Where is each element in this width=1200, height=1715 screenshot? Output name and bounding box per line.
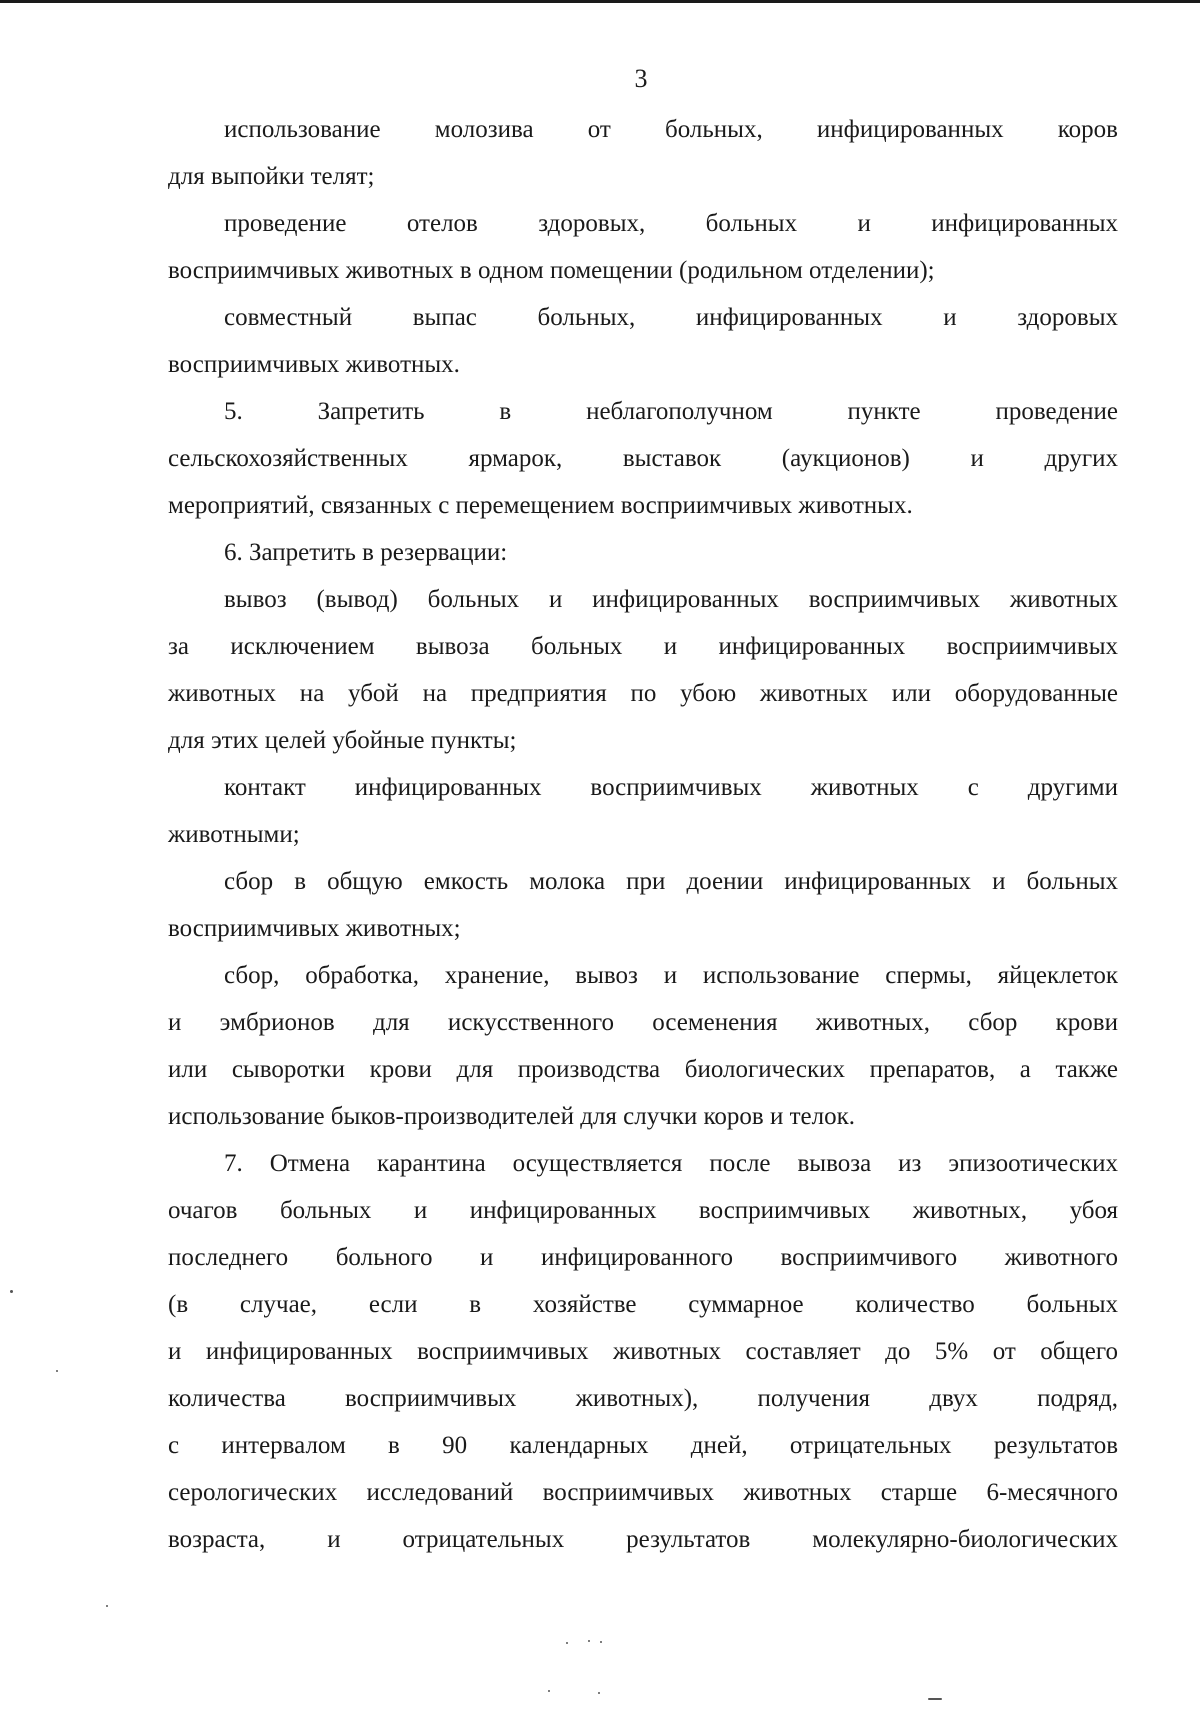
text-line: очагов больных и инфицированных восприимчивых животных, убоя <box>168 1197 1118 1224</box>
text-line: использование быков-производителей для случки коров и телок. <box>168 1103 856 1130</box>
paragraph <box>168 1140 1118 1563</box>
text-line: животными; <box>168 821 300 848</box>
text-line: и инфицированных восприимчивых животных составляет до 5% от общего <box>168 1338 1118 1365</box>
text-line: для выпойки телят; <box>168 163 375 190</box>
scan-speck <box>928 1698 942 1700</box>
scan-speck <box>548 1690 550 1692</box>
text-line: контакт инфицированных восприимчивых животных с другими <box>224 774 1118 801</box>
text-line: возраста, и отрицательных результатов молекулярно-биологических <box>168 1526 1118 1553</box>
text-line: 5. Запретить в неблагополучном пункте проведение <box>224 398 1118 425</box>
paragraph <box>168 388 1118 529</box>
scan-speck <box>588 1640 590 1642</box>
paragraph <box>168 200 1118 294</box>
scan-speck <box>598 1692 600 1694</box>
text-line: количества восприимчивых животных), получения двух подряд, <box>168 1385 1118 1412</box>
text-line: вывоз (вывод) больных и инфицированных восприимчивых животных <box>224 586 1118 613</box>
document-body <box>168 106 1118 1563</box>
text-line: восприимчивых животных в одном помещении (родильном отделении); <box>168 257 935 284</box>
text-line: использование молозива от больных, инфицированных коров <box>224 116 1118 143</box>
paragraph <box>168 764 1118 858</box>
text-line: (в случае, если в хозяйстве суммарное количество больных <box>168 1291 1118 1318</box>
page-number: 3 <box>634 64 648 93</box>
scan-speck <box>106 1605 108 1607</box>
text-line: сбор, обработка, хранение, вывоз и использование спермы, яйцеклеток <box>224 962 1118 989</box>
text-line: совместный выпас больных, инфицированных и здоровых <box>224 304 1118 331</box>
paragraph <box>168 294 1118 388</box>
text-line: серологических исследований восприимчивых животных старше 6-месячного <box>168 1479 1118 1506</box>
scan-speck <box>10 1290 13 1293</box>
paragraph <box>168 952 1118 1140</box>
text-line: или сыворотки крови для производства биологических препаратов, а также <box>168 1056 1118 1083</box>
text-line: за исключением вывоза больных и инфицированных восприимчивых <box>168 633 1118 660</box>
text-line: последнего больного и инфицированного восприимчивого животного <box>168 1244 1118 1271</box>
text-line: мероприятий, связанных с перемещением восприимчивых животных. <box>168 492 913 519</box>
text-line: 7. Отмена карантина осуществляется после вывоза из эпизоотических <box>224 1150 1118 1177</box>
text-line: восприимчивых животных. <box>168 351 460 378</box>
paragraph <box>168 106 1118 200</box>
scan-speck <box>600 1641 602 1643</box>
text-line: сбор в общую емкость молока при доении инфицированных и больных <box>224 868 1118 895</box>
paragraph <box>168 529 1118 576</box>
text-line: проведение отелов здоровых, больных и инфицированных <box>224 210 1118 237</box>
text-line: и эмбрионов для искусственного осеменения животных, сбор крови <box>168 1009 1118 1036</box>
scan-speck <box>566 1642 568 1644</box>
paragraph <box>168 858 1118 952</box>
scan-speck <box>56 1370 58 1372</box>
text-line: сельскохозяйственных ярмарок, выставок (аукционов) и других <box>168 445 1118 472</box>
text-line: для этих целей убойные пункты; <box>168 727 517 754</box>
text-line: животных на убой на предприятия по убою животных или оборудованные <box>168 680 1118 707</box>
text-line: 6. Запретить в резервации: <box>224 539 508 566</box>
top-border-line <box>0 0 1200 3</box>
text-line: восприимчивых животных; <box>168 915 461 942</box>
text-line: с интервалом в 90 календарных дней, отрицательных результатов <box>168 1432 1118 1459</box>
paragraph <box>168 576 1118 764</box>
